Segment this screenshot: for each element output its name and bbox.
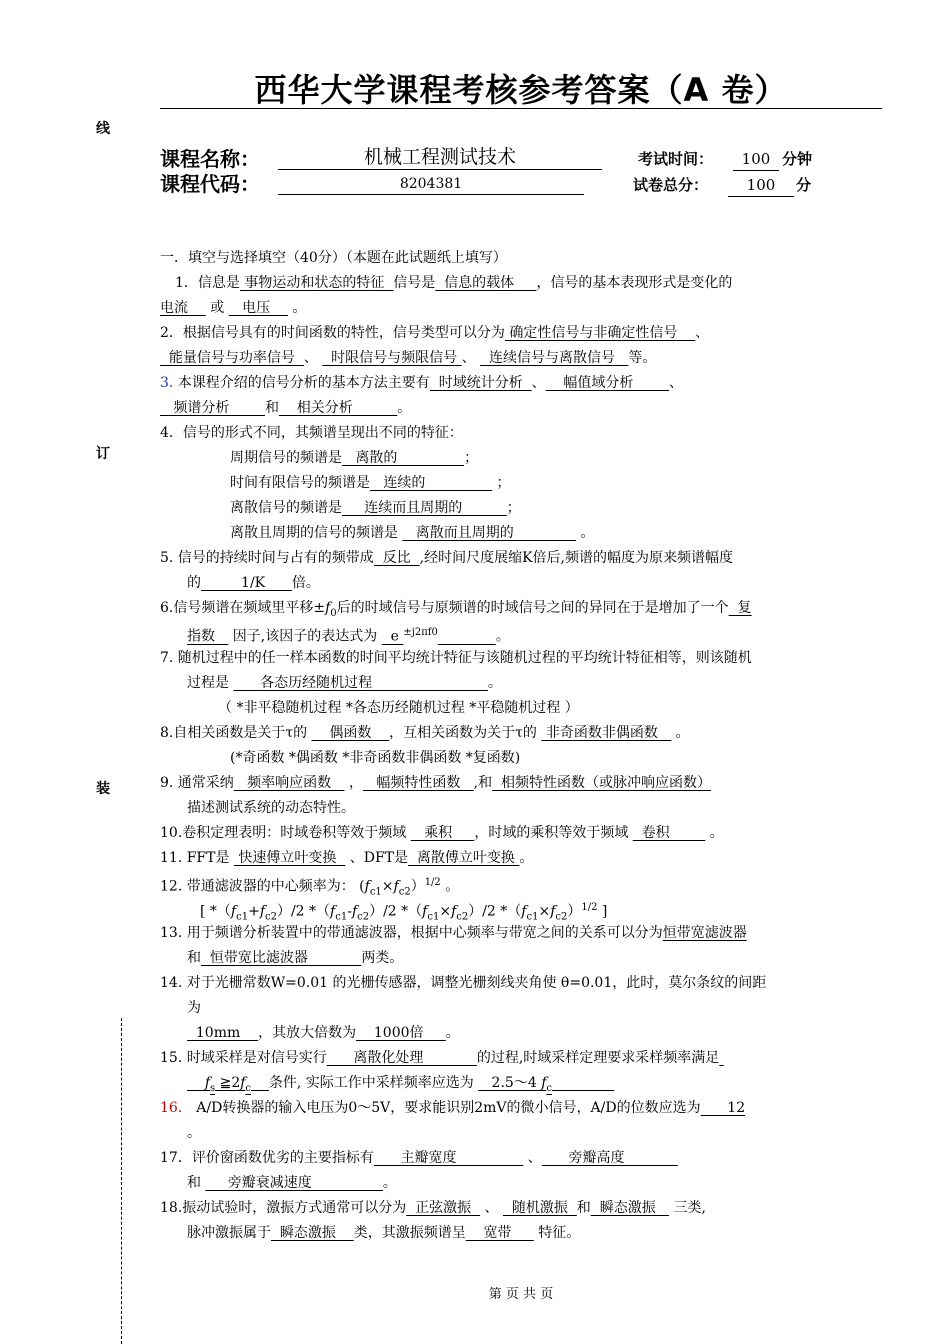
line-text: f [550, 903, 556, 920]
line-text: 17．评价窗函数优劣的主要指标有 [160, 1150, 374, 1166]
line-text: f [451, 903, 457, 920]
line-text: 、 [695, 325, 710, 341]
line-text: 、DFT是 [345, 850, 409, 866]
answer-blank: 旁瓣衰减速度 [205, 1175, 383, 1191]
line-text: ） [567, 903, 582, 920]
answer-blank: 能量信号与功率信号 [160, 350, 304, 366]
line-text: 两类。 [361, 950, 404, 966]
text-line [230, 498, 521, 518]
answer-blank: 时限信号与频限信号 [322, 350, 462, 366]
answer-blank: 电压 [228, 300, 288, 316]
text-line [160, 923, 747, 943]
line-text: f [330, 903, 336, 920]
answer-blank: s [210, 1082, 216, 1094]
line-text: 描述测试系统的动态特性。 [187, 800, 355, 816]
total-score-unit: 分 [796, 176, 812, 194]
line-text: f [422, 903, 428, 920]
answer-blank: f [240, 1075, 246, 1091]
answer-blank: 1/K [201, 575, 292, 591]
line-text: f [230, 903, 237, 920]
answer-blank: 恒带宽比滤波器 [201, 950, 362, 966]
course-code-value: 8204381 [278, 174, 584, 195]
line-text: 2．根据信号具有的时间函数的特性，信号类型可以分为 [160, 325, 505, 341]
line-text: × [381, 878, 394, 895]
line-text: ,经时间尺度展缩K倍后,频谱的幅度为原来频谱幅度 [419, 550, 733, 566]
answer-blank: 连续信号与离散信号 [480, 350, 629, 366]
line-text: 15. 时域采样是对信号实行 [160, 1050, 327, 1066]
answer-blank [251, 1075, 269, 1091]
line-text: ） [410, 878, 425, 895]
answer-blank: 幅值域分析 [545, 375, 670, 391]
text-line [160, 348, 656, 368]
line-text: × [538, 903, 551, 920]
answer-blank [187, 1075, 205, 1091]
text-line [230, 748, 520, 768]
line-text: 7. 随机过程中的任一样本函数的时间平均统计特征与该随机过程的平均统计特征相等，则该随机 [160, 650, 752, 666]
answer-blank: f [204, 1075, 210, 1091]
text-line [175, 273, 732, 293]
answer-blank: 离散而且周期的 [402, 525, 577, 541]
answer-blank: 偶函数 [311, 725, 390, 741]
answer-blank: 随机激振 [502, 1200, 577, 1216]
text-line [160, 848, 533, 868]
page-footer: 第 页 共 页 [488, 1287, 554, 1302]
line-text: 14. 对于光栅常数W=0.01 的光栅传感器，调整光栅刻线夹角使 θ=0.01，此时，莫尔条纹的间距 [160, 975, 767, 991]
line-text: - [347, 903, 352, 920]
line-text: ,和 [473, 775, 493, 791]
line-text: 。 [440, 878, 460, 895]
answer-blank: 信息的载体 [435, 275, 537, 291]
answer-blank: 瞬态激振 [271, 1225, 354, 1241]
line-text: 6.信号频谱在频域里平移± [160, 600, 326, 616]
answer-blank [719, 1050, 723, 1066]
answer-blank: 瞬态激振 [590, 1200, 670, 1216]
answer-blank: 快速傅立叶变换 [233, 850, 346, 866]
title-divider [160, 108, 882, 109]
line-text: 周期信号的频谱是 [230, 450, 342, 466]
line-text: 9. 通常采纳 [160, 775, 234, 791]
line-text: c2 [398, 886, 411, 898]
line-text: 、 [480, 1200, 503, 1216]
line-text: 、 [303, 350, 323, 366]
line-text: 、 [523, 1150, 542, 1166]
answer-blank [552, 1075, 614, 1091]
line-text: 过程是 [187, 675, 234, 691]
answer-blank: 连续的 [370, 475, 493, 491]
side-mark-zhuang: 装 [96, 781, 110, 797]
line-text: 12. 带通滤波器的中心频率为： ( [160, 878, 365, 895]
total-score-label: 试卷总分： [633, 176, 709, 194]
text-line [160, 398, 411, 418]
line-text: × [439, 903, 452, 920]
answer-blank: 相关分析 [278, 400, 398, 416]
answer-blank: 指数 [187, 628, 229, 645]
line-text: ）/2 *（ [276, 903, 331, 920]
line-text: 。 [576, 525, 595, 541]
line-text: ±j2πf0 [403, 627, 438, 638]
text-line [160, 823, 724, 843]
line-text: 1/2 [424, 877, 441, 888]
line-text: + [248, 903, 260, 920]
line-text: c2 [265, 911, 277, 923]
text-line [187, 948, 403, 968]
line-text: 13. 用于频谱分析装置中的带通滤波器，根据中心频率与带宽之间的关系可以分为 [160, 925, 663, 941]
line-text: (*奇函数 *偶函数 *非奇函数非偶函数 *复函数) [230, 750, 521, 766]
text-line [187, 623, 510, 647]
exam-time-unit: 分钟 [782, 150, 813, 168]
line-text: 本课程介绍的信号分析的基本方法主要有 [173, 375, 430, 391]
exam-time-label: 考试时间： [638, 150, 714, 168]
line-text: 脉冲激振属于 [187, 1225, 271, 1241]
answer-blank: 10mm [187, 1025, 259, 1041]
line-text: c1 [236, 911, 249, 923]
text-line [187, 1223, 580, 1243]
line-text: 等。 [628, 350, 657, 366]
line-text: 18.振动试验时，激振方式通常可以分为 [160, 1200, 407, 1216]
text-line [187, 1073, 614, 1099]
line-text: 离散信号的频谱是 [230, 500, 342, 516]
line-text: 条件, 实际工作中采样频率应选为 [268, 1075, 479, 1091]
answer-blank: 时域统计分析 [429, 375, 532, 391]
text-line [160, 723, 690, 743]
answer-blank: 频率响应函数 [233, 775, 345, 791]
line-text: f [325, 600, 331, 616]
line-text: 16． [160, 1100, 192, 1116]
answer-blank: 非奇函数非偶函数 [541, 725, 672, 741]
line-text: f [393, 878, 399, 895]
answer-blank: 幅频特性函数 [362, 775, 474, 791]
answer-blank: 事物运动和状态的特征 [239, 275, 394, 291]
line-text: 、 [461, 350, 481, 366]
line-text: c2 [456, 911, 469, 923]
text-line [160, 648, 752, 668]
line-text: c2 [555, 911, 568, 923]
answer-blank: 相频特性函数（或脉冲响应函数） [492, 775, 712, 791]
answer-blank: 离散化处理 [326, 1050, 477, 1066]
answer-blank: 反比 [373, 550, 420, 566]
line-text: f [521, 903, 527, 920]
text-line [187, 573, 320, 593]
course-code-label: 课程代码： [160, 172, 260, 196]
line-text: 和 [187, 1175, 206, 1191]
text-line [187, 1023, 460, 1043]
line-text: ）/2 *（ [468, 903, 522, 920]
line-text: c1 [526, 911, 539, 923]
text-line [187, 1173, 397, 1193]
line-text: 三类, [669, 1200, 706, 1216]
line-text: c1 [427, 911, 440, 923]
line-text: 。 [705, 825, 724, 841]
line-text: 倍。 [291, 575, 320, 591]
text-line [230, 448, 478, 468]
text-line [160, 373, 683, 393]
text-line [230, 473, 511, 493]
text-line [160, 1148, 678, 1168]
line-text: 8.自相关函数是关于τ的 [160, 725, 312, 741]
line-text: 和 [576, 1200, 591, 1216]
answer-blank: 恒带宽滤波器 [662, 925, 747, 941]
line-text: f [351, 903, 358, 920]
text-line [187, 798, 355, 818]
answer-blank: c [245, 1082, 252, 1094]
text-line [160, 973, 766, 993]
text-line [160, 248, 507, 268]
answer-blank: 主瓣宽度 [373, 1150, 524, 1166]
line-text: 因子,该因子的表达式为 [228, 628, 382, 645]
answer-blank: 正弦激振 [406, 1200, 481, 1216]
answer-blank: 宽带 [465, 1225, 534, 1241]
answer-blank: 频谱分析 [160, 400, 265, 416]
answer-blank: 复 [728, 600, 752, 616]
answer-blank: 12 [700, 1100, 746, 1116]
text-line [160, 323, 709, 343]
answer-blank: 2.5～4 [478, 1075, 542, 1091]
text-line [218, 698, 579, 718]
line-text: 11. FFT是 [160, 850, 234, 866]
text-line [160, 423, 463, 443]
line-text: 类，其激振频谱呈 [353, 1225, 466, 1241]
text-line [187, 673, 502, 693]
text-line [160, 598, 752, 624]
line-text: ； [492, 475, 511, 491]
text-line [160, 1198, 706, 1218]
exam-time-value: 100 [733, 148, 779, 171]
line-text: 。 [397, 400, 412, 416]
answer-blank: 卷积 [632, 825, 706, 841]
line-text: 时间有限信号的频谱是 [230, 475, 370, 491]
answer-blank: 离散的 [342, 450, 465, 466]
line-text: ，其放大倍数为 [258, 1025, 357, 1041]
answer-blank: c [546, 1082, 552, 1094]
line-text: 离散且周期的信号的频谱是 [230, 525, 403, 541]
line-text: （ *非平稳随机过程 *各态历经随机过程 *平稳随机过程 ） [218, 700, 579, 716]
page-title: 西华大学课程考核参考答案（A 卷） [254, 71, 788, 109]
line-text: c1 [335, 911, 348, 923]
text-line [187, 998, 201, 1018]
line-text: 的 [187, 575, 201, 591]
line-text: ，互相关函数为关于τ的 [389, 725, 542, 741]
line-text: 的过程,时域采样定理要求采样频率满足 [476, 1050, 720, 1066]
answer-blank: 确定性信号与非确定性信号 [504, 325, 696, 341]
answer-blank: 1000倍 [356, 1025, 446, 1041]
line-text: 。 [495, 628, 510, 645]
line-text: [ *（ [200, 903, 231, 920]
line-text: 。 [187, 1125, 201, 1141]
line-text: ] [597, 903, 608, 920]
line-text: 5. 信号的持续时间与占有的频带成 [160, 550, 374, 566]
line-text: 1．信息是 [175, 275, 240, 291]
line-text: 4．信号的形式不同，其频谱呈现出不同的特征： [160, 425, 463, 441]
line-text: 3. [160, 375, 174, 391]
line-text: 。 [287, 300, 307, 316]
line-text: 。 [487, 675, 502, 691]
line-text: 和 [264, 400, 279, 416]
line-text: f [259, 903, 265, 920]
line-text: 、 [669, 375, 684, 391]
text-line [160, 773, 711, 793]
line-text: ）/2 *（ [369, 903, 423, 920]
answer-blank: 离散傅立叶变换 [408, 850, 520, 866]
text-line [230, 523, 595, 543]
answer-blank: 电流 [160, 300, 206, 316]
text-line [160, 1098, 745, 1118]
course-name-label: 课程名称： [160, 147, 260, 171]
side-mark-ding: 订 [96, 446, 110, 462]
answer-blank: e [381, 628, 404, 645]
line-text: 10.卷积定理表明：时域卷积等效于频域 [160, 825, 411, 841]
answer-blank: 旁瓣高度 [541, 1150, 678, 1166]
line-text: ，信号的基本表现形式是变化的 [536, 275, 733, 291]
text-line [160, 548, 733, 568]
answer-blank [438, 629, 496, 645]
line-text: f [364, 878, 370, 895]
line-text: 和 [187, 950, 201, 966]
line-text: 、 [531, 375, 546, 391]
line-text: 一．填空与选择填空（40分）（本题在此试题纸上填写） [160, 250, 507, 266]
answer-blank: 乘积 [410, 825, 475, 841]
line-text: 特征。 [533, 1225, 581, 1241]
text-line [160, 298, 306, 318]
line-text: 。 [445, 1025, 460, 1041]
answer-blank: ≧2 [215, 1075, 241, 1091]
line-text: 。 [382, 1175, 397, 1191]
line-text: ，时域的乘积等效于频域 [474, 825, 633, 841]
line-text: 1/2 [581, 902, 598, 913]
line-text: 信号是 [393, 275, 436, 291]
line-text: ； [464, 450, 479, 466]
answer-blank: 连续而且周期的 [342, 500, 507, 516]
line-text: ， [344, 775, 363, 791]
side-mark-line: 线 [96, 121, 110, 137]
line-text: 0 [330, 607, 337, 619]
line-text: 为 [187, 1000, 201, 1016]
text-line [187, 1123, 201, 1143]
line-text: A/D转换器的输入电压为0～5V，要求能识别2mV的微小信号，A/D的位数应选为 [191, 1100, 701, 1116]
line-text: ； [506, 500, 521, 516]
answer-blank: 各态历经随机过程 [233, 675, 488, 691]
line-text: c2 [357, 911, 370, 923]
line-text: 后的时域信号与原频谱的时域信号之间的异同在于是增加了一个 [336, 600, 729, 616]
total-score-value: 100 [728, 174, 794, 197]
line-text: 。 [671, 725, 690, 741]
answer-blank: f [541, 1075, 547, 1091]
course-name-value: 机械工程测试技术 [278, 145, 602, 170]
line-text: 。 [519, 850, 534, 866]
text-line [160, 1048, 724, 1068]
line-text: 或 [205, 300, 229, 316]
line-text: c1 [369, 886, 382, 898]
